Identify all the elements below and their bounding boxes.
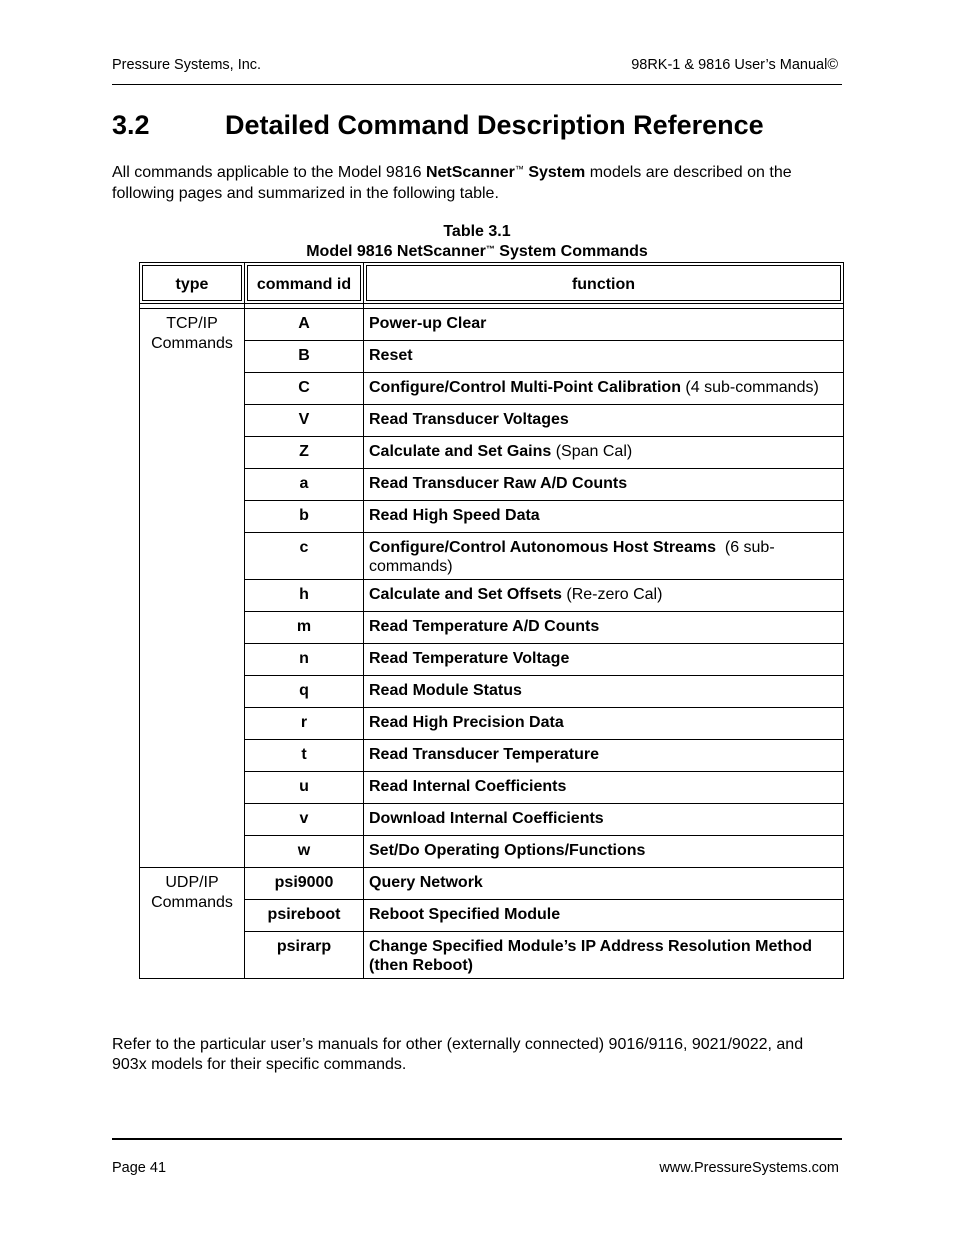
table-row xyxy=(140,740,844,772)
table-row xyxy=(140,868,844,900)
function-name: Query Network xyxy=(369,874,483,891)
function-name: Read High Speed Data xyxy=(369,507,540,524)
command-id-cell: V xyxy=(245,405,364,437)
function-name: Change Specified Module’s IP Address Resolution Method (then Reboot) xyxy=(369,938,813,974)
function-name: Configure/Control Multi-Point Calibration xyxy=(369,379,681,396)
function-name: Download Internal Coefficients xyxy=(369,810,604,827)
command-id-cell: C xyxy=(245,373,364,405)
table-body xyxy=(140,304,844,979)
table-row xyxy=(140,437,844,469)
function-name: Calculate and Set Offsets xyxy=(369,586,562,603)
caption-text-2: System Commands xyxy=(494,243,648,260)
function-name: Read Module Status xyxy=(369,682,522,699)
function-note: (Re-zero Cal) xyxy=(561,586,663,603)
table-row xyxy=(140,772,844,804)
table-row xyxy=(140,405,844,437)
table-row xyxy=(140,580,844,612)
function-name: Read Transducer Raw A/D Counts xyxy=(369,475,628,492)
function-cell xyxy=(364,740,844,772)
table-row xyxy=(140,373,844,405)
header-company: Pressure Systems, Inc. xyxy=(112,57,262,73)
function-name: Read Internal Coefficients xyxy=(369,778,567,795)
table-row xyxy=(140,900,844,932)
command-id-cell: v xyxy=(245,804,364,836)
function-note: (6 sub-commands) xyxy=(369,539,775,575)
section-number: 3.2 xyxy=(112,110,150,140)
function-name: Reboot Specified Module xyxy=(369,906,561,923)
header-rule xyxy=(112,84,842,85)
intro-bold-netscanner: NetScanner xyxy=(425,164,515,181)
function-name: Power-up Clear xyxy=(369,315,487,332)
command-id-cell: w xyxy=(245,836,364,868)
header-type: type xyxy=(140,263,245,304)
function-cell xyxy=(364,836,844,868)
command-id-cell: psi9000 xyxy=(245,868,364,900)
intro-bold-system: System xyxy=(523,164,586,181)
table-header-row xyxy=(140,263,844,304)
intro-text-1: All commands applicable to the Model 9816 xyxy=(112,164,426,181)
function-cell xyxy=(364,373,844,405)
table-row xyxy=(140,533,844,580)
command-id-cell: psireboot xyxy=(245,900,364,932)
function-cell xyxy=(364,612,844,644)
command-id-cell: u xyxy=(245,772,364,804)
function-cell xyxy=(364,644,844,676)
table-caption-title xyxy=(112,242,842,262)
function-name: Set/Do Operating Options/Functions xyxy=(369,842,646,859)
table-caption-number: Table 3.1 xyxy=(443,223,511,240)
function-cell xyxy=(364,868,844,900)
command-id-cell: m xyxy=(245,612,364,644)
table-row xyxy=(140,836,844,868)
table-row xyxy=(140,341,844,373)
function-cell xyxy=(364,533,844,580)
function-cell xyxy=(364,804,844,836)
header-manual-title: 98RK-1 & 9816 User’s Manual© xyxy=(631,57,838,73)
function-name: Read Temperature A/D Counts xyxy=(369,618,600,635)
section-heading xyxy=(112,110,764,141)
function-cell xyxy=(364,309,844,341)
table-row xyxy=(140,804,844,836)
intro-paragraph xyxy=(112,162,832,204)
type-cell: TCP/IP Commands xyxy=(140,309,245,868)
footer-rule xyxy=(112,1138,842,1140)
section-title: Detailed Command Description Reference xyxy=(225,110,764,140)
function-cell xyxy=(364,772,844,804)
command-id-cell: t xyxy=(245,740,364,772)
command-id-cell: psirarp xyxy=(245,932,364,979)
command-id-cell: n xyxy=(245,644,364,676)
function-cell xyxy=(364,580,844,612)
type-cell: UDP/IP Commands xyxy=(140,868,245,979)
function-note: (4 sub-commands) xyxy=(680,379,819,396)
function-name: Calculate and Set Gains xyxy=(369,443,552,460)
table-row xyxy=(140,309,844,341)
function-cell xyxy=(364,932,844,979)
table-row xyxy=(140,612,844,644)
table-row xyxy=(140,932,844,979)
function-cell xyxy=(364,900,844,932)
table-row xyxy=(140,708,844,740)
function-name: Read Transducer Temperature xyxy=(369,746,600,763)
table-row xyxy=(140,469,844,501)
function-cell xyxy=(364,501,844,533)
commands-table xyxy=(139,262,844,979)
table-row xyxy=(140,644,844,676)
command-id-cell: a xyxy=(245,469,364,501)
function-note: (Span Cal) xyxy=(551,443,633,460)
closing-paragraph: Refer to the particular user’s manuals for other (externally connected) 9016/9116, 9021/9022, and 903x models for their specific commands. xyxy=(112,1036,804,1073)
function-cell xyxy=(364,708,844,740)
footer-website: www.PressureSystems.com xyxy=(659,1160,839,1176)
command-id-cell: A xyxy=(245,309,364,341)
command-id-cell: r xyxy=(245,708,364,740)
function-name: Read High Precision Data xyxy=(369,714,564,731)
command-id-cell: c xyxy=(245,533,364,580)
header-function: function xyxy=(364,263,844,304)
intro-trademark: ™ xyxy=(514,164,524,174)
command-id-cell: q xyxy=(245,676,364,708)
footer-page-number: Page 41 xyxy=(112,1160,167,1176)
function-name: Read Temperature Voltage xyxy=(369,650,570,667)
command-id-cell: b xyxy=(245,501,364,533)
function-cell xyxy=(364,341,844,373)
intro-text-2: models are described on the following pages and summarized in the following table. xyxy=(112,164,792,202)
command-id-cell: h xyxy=(245,580,364,612)
function-cell xyxy=(364,405,844,437)
function-name: Read Transducer Voltages xyxy=(369,411,569,428)
header-command-id: command id xyxy=(245,263,364,304)
command-id-cell: Z xyxy=(245,437,364,469)
function-name: Configure/Control Autonomous Host Streams xyxy=(369,539,716,556)
table-row xyxy=(140,501,844,533)
function-cell xyxy=(364,676,844,708)
function-cell xyxy=(364,469,844,501)
function-name: Reset xyxy=(369,347,413,364)
table-row xyxy=(140,676,844,708)
function-cell xyxy=(364,437,844,469)
command-id-cell: B xyxy=(245,341,364,373)
caption-trademark: ™ xyxy=(485,244,495,254)
caption-text-1: Model 9816 NetScanner xyxy=(306,243,486,260)
